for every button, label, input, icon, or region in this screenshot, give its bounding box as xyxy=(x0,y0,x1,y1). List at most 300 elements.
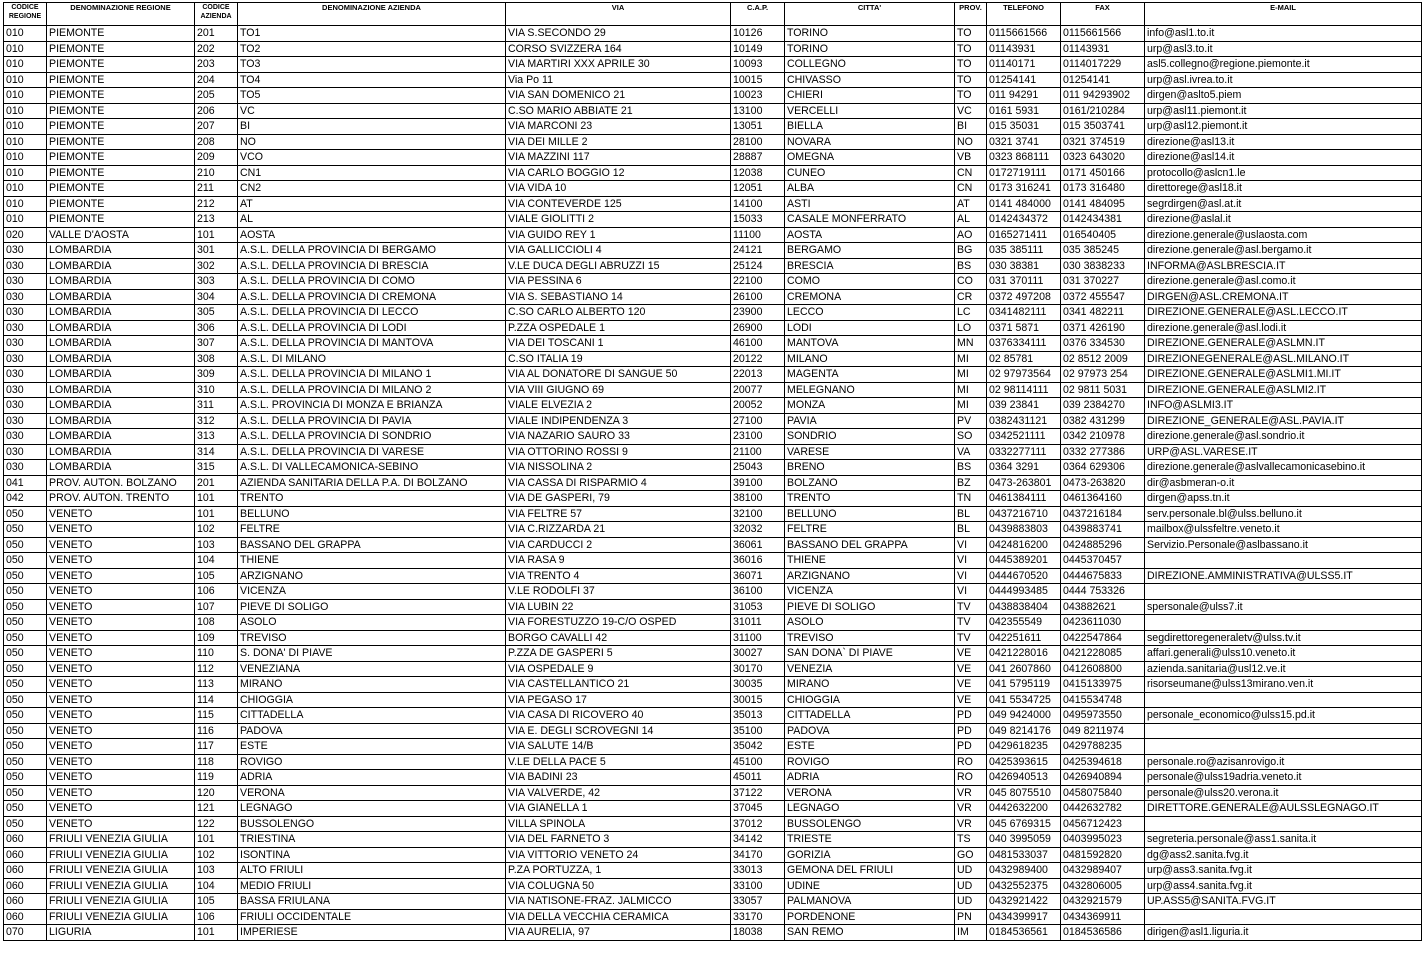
cell-cap: 45100 xyxy=(731,754,785,770)
cell-email: INFO@ASLMI3.IT xyxy=(1145,398,1422,414)
cell-fax: 0444 753326 xyxy=(1061,584,1145,600)
cell-telefono: 0142434372 xyxy=(987,212,1061,228)
cell-fax: 031 370227 xyxy=(1061,274,1145,290)
cell-denominazione-azienda: IMPERIESE xyxy=(238,925,506,941)
cell-codice-regione: 020 xyxy=(4,227,47,243)
cell-codice-regione: 041 xyxy=(4,475,47,491)
cell-telefono: 045 6769315 xyxy=(987,816,1061,832)
cell-telefono: 030 38381 xyxy=(987,258,1061,274)
cell-codice-azienda: 118 xyxy=(195,754,238,770)
cell-citta: BUSSOLENGO xyxy=(785,816,955,832)
cell-codice-regione: 050 xyxy=(4,553,47,569)
cell-codice-regione: 030 xyxy=(4,398,47,414)
cell-fax: 049 8211974 xyxy=(1061,723,1145,739)
cell-email: dirigen@asl1.liguria.it xyxy=(1145,925,1422,941)
cell-denominazione-regione: PIEMONTE xyxy=(47,103,195,119)
cell-codice-azienda: 314 xyxy=(195,444,238,460)
cell-via: VIA BADINI 23 xyxy=(506,770,731,786)
cell-prov: TO xyxy=(955,26,987,42)
cell-prov: LC xyxy=(955,305,987,321)
cell-prov: IM xyxy=(955,925,987,941)
cell-codice-azienda: 104 xyxy=(195,553,238,569)
cell-cap: 46100 xyxy=(731,336,785,352)
cell-telefono: 02 97973564 xyxy=(987,367,1061,383)
cell-telefono: 0429618235 xyxy=(987,739,1061,755)
cell-codice-azienda: 110 xyxy=(195,646,238,662)
table-row xyxy=(4,677,1422,693)
cell-email: personale.ro@azisanrovigo.it xyxy=(1145,754,1422,770)
cell-cap: 14100 xyxy=(731,196,785,212)
table-row xyxy=(4,41,1422,57)
cell-codice-azienda: 206 xyxy=(195,103,238,119)
cell-telefono: 039 23841 xyxy=(987,398,1061,414)
cell-fax: 0173 316480 xyxy=(1061,181,1145,197)
cell-denominazione-regione: PIEMONTE xyxy=(47,88,195,104)
cell-denominazione-regione: FRIULI VENEZIA GIULIA xyxy=(47,909,195,925)
header-via: VIA xyxy=(506,3,731,26)
cell-email: DIREZIONE.GENERALE@ASLMI1.MI.IT xyxy=(1145,367,1422,383)
cell-prov: VI xyxy=(955,537,987,553)
cell-codice-regione: 050 xyxy=(4,754,47,770)
cell-prov: TV xyxy=(955,630,987,646)
cell-via: VIA NISSOLINA 2 xyxy=(506,460,731,476)
cell-email: urp@ass4.sanita.fvg.it xyxy=(1145,878,1422,894)
cell-denominazione-azienda: VICENZA xyxy=(238,584,506,600)
cell-denominazione-regione: VENETO xyxy=(47,630,195,646)
cell-codice-regione: 010 xyxy=(4,57,47,73)
cell-prov: VE xyxy=(955,646,987,662)
cell-citta: VERCELLI xyxy=(785,103,955,119)
cell-via: C.SO MARIO ABBIATE 21 xyxy=(506,103,731,119)
cell-codice-regione: 010 xyxy=(4,119,47,135)
cell-telefono: 0445389201 xyxy=(987,553,1061,569)
cell-citta: NOVARA xyxy=(785,134,955,150)
cell-telefono: 0432552375 xyxy=(987,878,1061,894)
cell-cap: 33013 xyxy=(731,863,785,879)
cell-codice-regione: 010 xyxy=(4,103,47,119)
cell-codice-azienda: 208 xyxy=(195,134,238,150)
cell-codice-regione: 060 xyxy=(4,878,47,894)
cell-cap: 13100 xyxy=(731,103,785,119)
cell-email: info@asl1.to.it xyxy=(1145,26,1422,42)
cell-telefono: 0372 497208 xyxy=(987,289,1061,305)
cell-cap: 37122 xyxy=(731,785,785,801)
cell-cap: 20077 xyxy=(731,382,785,398)
cell-denominazione-azienda: ESTE xyxy=(238,739,506,755)
cell-prov: VR xyxy=(955,816,987,832)
cell-fax: 0425394618 xyxy=(1061,754,1145,770)
cell-via: VIA CONTEVERDE 125 xyxy=(506,196,731,212)
cell-cap: 12051 xyxy=(731,181,785,197)
cell-email: direzione@asl13.it xyxy=(1145,134,1422,150)
cell-prov: PD xyxy=(955,723,987,739)
cell-citta: BASSANO DEL GRAPPA xyxy=(785,537,955,553)
cell-prov: BG xyxy=(955,243,987,259)
cell-via: VIA VIDA 10 xyxy=(506,181,731,197)
cell-denominazione-regione: LOMBARDIA xyxy=(47,351,195,367)
cell-via: BORGO CAVALLI 42 xyxy=(506,630,731,646)
cell-codice-regione: 030 xyxy=(4,243,47,259)
cell-telefono: 040 3995059 xyxy=(987,832,1061,848)
cell-fax: 0456712423 xyxy=(1061,816,1145,832)
cell-email: spersonale@ulss7.it xyxy=(1145,599,1422,615)
cell-telefono: 01140171 xyxy=(987,57,1061,73)
cell-citta: CREMONA xyxy=(785,289,955,305)
cell-fax: 0364 629306 xyxy=(1061,460,1145,476)
cell-codice-regione: 042 xyxy=(4,491,47,507)
cell-cap: 23900 xyxy=(731,305,785,321)
table-row xyxy=(4,661,1422,677)
cell-codice-regione: 030 xyxy=(4,382,47,398)
cell-telefono: 031 370111 xyxy=(987,274,1061,290)
table-row xyxy=(4,212,1422,228)
cell-cap: 11100 xyxy=(731,227,785,243)
cell-codice-regione: 050 xyxy=(4,770,47,786)
cell-codice-regione: 010 xyxy=(4,181,47,197)
cell-cap: 30035 xyxy=(731,677,785,693)
cell-email: direzione@aslal.it xyxy=(1145,212,1422,228)
cell-cap: 34170 xyxy=(731,847,785,863)
cell-codice-regione: 050 xyxy=(4,677,47,693)
table-row xyxy=(4,413,1422,429)
cell-prov: PN xyxy=(955,909,987,925)
cell-prov: VI xyxy=(955,568,987,584)
cell-prov: MN xyxy=(955,336,987,352)
cell-cap: 30027 xyxy=(731,646,785,662)
cell-via: VIA RASA 9 xyxy=(506,553,731,569)
cell-denominazione-regione: VENETO xyxy=(47,785,195,801)
cell-codice-regione: 050 xyxy=(4,723,47,739)
cell-fax: 0141 484095 xyxy=(1061,196,1145,212)
cell-denominazione-regione: LOMBARDIA xyxy=(47,258,195,274)
cell-prov: VA xyxy=(955,444,987,460)
cell-denominazione-azienda: TO3 xyxy=(238,57,506,73)
header-row xyxy=(4,3,1422,26)
cell-denominazione-regione: PIEMONTE xyxy=(47,165,195,181)
cell-denominazione-regione: VENETO xyxy=(47,692,195,708)
cell-fax: 0442632782 xyxy=(1061,801,1145,817)
cell-via: VIA MARCONI 23 xyxy=(506,119,731,135)
cell-codice-azienda: 306 xyxy=(195,320,238,336)
cell-email: direzione.generale@asl.sondrio.it xyxy=(1145,429,1422,445)
cell-denominazione-regione: LOMBARDIA xyxy=(47,305,195,321)
cell-denominazione-azienda: A.S.L. DELLA PROVINCIA DI LODI xyxy=(238,320,506,336)
cell-denominazione-azienda: A.S.L. DELLA PROVINCIA DI PAVIA xyxy=(238,413,506,429)
cell-denominazione-regione: PIEMONTE xyxy=(47,196,195,212)
cell-fax: 0426940894 xyxy=(1061,770,1145,786)
cell-codice-regione: 050 xyxy=(4,692,47,708)
cell-prov: VR xyxy=(955,785,987,801)
cell-codice-azienda: 101 xyxy=(195,227,238,243)
cell-via: VIA NAZARIO SAURO 33 xyxy=(506,429,731,445)
cell-via: VIALE ELVEZIA 2 xyxy=(506,398,731,414)
table-row xyxy=(4,832,1422,848)
cell-cap: 27100 xyxy=(731,413,785,429)
cell-denominazione-regione: LOMBARDIA xyxy=(47,413,195,429)
cell-citta: CASALE MONFERRATO xyxy=(785,212,955,228)
table-row xyxy=(4,336,1422,352)
cell-denominazione-regione: PIEMONTE xyxy=(47,134,195,150)
cell-codice-azienda: 103 xyxy=(195,863,238,879)
cell-denominazione-azienda: MEDIO FRIULI xyxy=(238,878,506,894)
cell-denominazione-azienda: A.S.L. DELLA PROVINCIA DI MILANO 1 xyxy=(238,367,506,383)
header-codice-azienda: CODICE AZIENDA xyxy=(195,3,238,26)
cell-codice-regione: 030 xyxy=(4,320,47,336)
cell-fax: 0115661566 xyxy=(1061,26,1145,42)
cell-denominazione-regione: PIEMONTE xyxy=(47,119,195,135)
cell-email: urp@ass3.sanita.fvg.it xyxy=(1145,863,1422,879)
cell-denominazione-azienda: A.S.L. DELLA PROVINCIA DI SONDRIO xyxy=(238,429,506,445)
cell-denominazione-azienda: PIEVE DI SOLIGO xyxy=(238,599,506,615)
table-row xyxy=(4,754,1422,770)
table-row xyxy=(4,196,1422,212)
cell-prov: NO xyxy=(955,134,987,150)
cell-telefono: 0323 868111 xyxy=(987,150,1061,166)
cell-denominazione-regione: VENETO xyxy=(47,584,195,600)
cell-codice-azienda: 310 xyxy=(195,382,238,398)
cell-email: dg@ass2.sanita.fvg.it xyxy=(1145,847,1422,863)
cell-cap: 25043 xyxy=(731,460,785,476)
cell-prov: RO xyxy=(955,770,987,786)
cell-codice-regione: 070 xyxy=(4,925,47,941)
cell-denominazione-azienda: BUSSOLENGO xyxy=(238,816,506,832)
cell-email xyxy=(1145,739,1422,755)
cell-prov: RO xyxy=(955,754,987,770)
cell-prov: VE xyxy=(955,661,987,677)
cell-via: VIA MARTIRI XXX APRILE 30 xyxy=(506,57,731,73)
cell-denominazione-azienda: A.S.L. DELLA PROVINCIA DI CREMONA xyxy=(238,289,506,305)
cell-codice-regione: 050 xyxy=(4,785,47,801)
table-row xyxy=(4,88,1422,104)
cell-denominazione-regione: VENETO xyxy=(47,770,195,786)
cell-denominazione-regione: LOMBARDIA xyxy=(47,289,195,305)
cell-email: DIREZIONEGENERALE@ASL.MILANO.IT xyxy=(1145,351,1422,367)
cell-fax: 0432921579 xyxy=(1061,894,1145,910)
table-row xyxy=(4,367,1422,383)
table-row xyxy=(4,770,1422,786)
cell-citta: SONDRIO xyxy=(785,429,955,445)
cell-codice-azienda: 103 xyxy=(195,537,238,553)
cell-email: mailbox@ulssfeltre.veneto.it xyxy=(1145,522,1422,538)
cell-prov: PD xyxy=(955,739,987,755)
table-row xyxy=(4,553,1422,569)
cell-telefono: 0376334111 xyxy=(987,336,1061,352)
cell-telefono: 041 5795119 xyxy=(987,677,1061,693)
cell-via: C.SO ITALIA 19 xyxy=(506,351,731,367)
cell-codice-azienda: 211 xyxy=(195,181,238,197)
cell-cap: 10023 xyxy=(731,88,785,104)
table-row xyxy=(4,243,1422,259)
cell-denominazione-azienda: TRIESTINA xyxy=(238,832,506,848)
cell-email: urp@asl.ivrea.to.it xyxy=(1145,72,1422,88)
cell-codice-azienda: 201 xyxy=(195,475,238,491)
cell-fax: 0422547864 xyxy=(1061,630,1145,646)
cell-prov: SO xyxy=(955,429,987,445)
cell-denominazione-regione: VENETO xyxy=(47,801,195,817)
cell-denominazione-regione: LOMBARDIA xyxy=(47,444,195,460)
table-row xyxy=(4,863,1422,879)
cell-via: VIA PESSINA 6 xyxy=(506,274,731,290)
cell-denominazione-azienda: A.S.L. DELLA PROVINCIA DI LECCO xyxy=(238,305,506,321)
cell-codice-azienda: 311 xyxy=(195,398,238,414)
cell-via: VIA DELLA VECCHIA CERAMICA xyxy=(506,909,731,925)
cell-denominazione-regione: LIGURIA xyxy=(47,925,195,941)
cell-cap: 20052 xyxy=(731,398,785,414)
cell-telefono: 02 85781 xyxy=(987,351,1061,367)
cell-citta: THIENE xyxy=(785,553,955,569)
cell-denominazione-azienda: A.S.L. DELLA PROVINCIA DI BRESCIA xyxy=(238,258,506,274)
cell-cap: 28100 xyxy=(731,134,785,150)
cell-cap: 22100 xyxy=(731,274,785,290)
cell-email xyxy=(1145,723,1422,739)
cell-denominazione-azienda: A.S.L. DELLA PROVINCIA DI BERGAMO xyxy=(238,243,506,259)
cell-codice-azienda: 202 xyxy=(195,41,238,57)
cell-fax: 02 9811 5031 xyxy=(1061,382,1145,398)
cell-citta: ALBA xyxy=(785,181,955,197)
cell-codice-azienda: 122 xyxy=(195,816,238,832)
cell-prov: MI xyxy=(955,398,987,414)
cell-codice-azienda: 312 xyxy=(195,413,238,429)
cell-citta: COMO xyxy=(785,274,955,290)
cell-citta: ROVIGO xyxy=(785,754,955,770)
cell-telefono: 0184536561 xyxy=(987,925,1061,941)
cell-codice-azienda: 315 xyxy=(195,460,238,476)
cell-cap: 39100 xyxy=(731,475,785,491)
cell-telefono: 0461384111 xyxy=(987,491,1061,507)
cell-via: VIA FELTRE 57 xyxy=(506,506,731,522)
table-row xyxy=(4,382,1422,398)
cell-via: VIA MAZZINI 117 xyxy=(506,150,731,166)
cell-cap: 33057 xyxy=(731,894,785,910)
cell-telefono: 0141 484000 xyxy=(987,196,1061,212)
cell-codice-azienda: 101 xyxy=(195,925,238,941)
cell-codice-regione: 030 xyxy=(4,305,47,321)
cell-citta: VARESE xyxy=(785,444,955,460)
cell-codice-regione: 050 xyxy=(4,537,47,553)
cell-denominazione-regione: FRIULI VENEZIA GIULIA xyxy=(47,878,195,894)
cell-fax: 0161/210284 xyxy=(1061,103,1145,119)
cell-prov: UD xyxy=(955,894,987,910)
cell-denominazione-azienda: VC xyxy=(238,103,506,119)
cell-codice-azienda: 309 xyxy=(195,367,238,383)
cell-fax: 0421228085 xyxy=(1061,646,1145,662)
cell-telefono: 0424816200 xyxy=(987,537,1061,553)
cell-via: VIA OSPEDALE 9 xyxy=(506,661,731,677)
cell-telefono: 045 8075510 xyxy=(987,785,1061,801)
cell-denominazione-azienda: TO4 xyxy=(238,72,506,88)
cell-denominazione-regione: FRIULI VENEZIA GIULIA xyxy=(47,832,195,848)
cell-codice-azienda: 308 xyxy=(195,351,238,367)
cell-cap: 10093 xyxy=(731,57,785,73)
cell-fax: 01143931 xyxy=(1061,41,1145,57)
cell-email: urp@asl12.piemont.it xyxy=(1145,119,1422,135)
cell-denominazione-azienda: MIRANO xyxy=(238,677,506,693)
cell-denominazione-azienda: CN1 xyxy=(238,165,506,181)
cell-codice-azienda: 102 xyxy=(195,847,238,863)
cell-codice-azienda: 106 xyxy=(195,909,238,925)
table-row xyxy=(4,816,1422,832)
cell-citta: SAN REMO xyxy=(785,925,955,941)
table-row xyxy=(4,26,1422,42)
cell-cap: 33170 xyxy=(731,909,785,925)
cell-codice-regione: 030 xyxy=(4,413,47,429)
cell-telefono: 015 35031 xyxy=(987,119,1061,135)
cell-denominazione-azienda: ADRIA xyxy=(238,770,506,786)
cell-codice-regione: 060 xyxy=(4,894,47,910)
cell-prov: BL xyxy=(955,506,987,522)
cell-denominazione-regione: VENETO xyxy=(47,646,195,662)
table-row xyxy=(4,615,1422,631)
cell-codice-azienda: 302 xyxy=(195,258,238,274)
table-row xyxy=(4,351,1422,367)
table-row xyxy=(4,584,1422,600)
cell-prov: AL xyxy=(955,212,987,228)
cell-via: VIA CARLO BOGGIO 12 xyxy=(506,165,731,181)
cell-via: VIA GIANELLA 1 xyxy=(506,801,731,817)
cell-codice-regione: 030 xyxy=(4,367,47,383)
cell-denominazione-azienda: TO5 xyxy=(238,88,506,104)
cell-codice-regione: 050 xyxy=(4,816,47,832)
cell-codice-azienda: 203 xyxy=(195,57,238,73)
cell-email: urp@asl3.to.it xyxy=(1145,41,1422,57)
cell-fax: 0481592820 xyxy=(1061,847,1145,863)
cell-denominazione-azienda: BI xyxy=(238,119,506,135)
cell-email: DIREZIONE_GENERALE@ASL.PAVIA.IT xyxy=(1145,413,1422,429)
cell-fax: 0323 643020 xyxy=(1061,150,1145,166)
cell-via: V.LE DELLA PACE 5 xyxy=(506,754,731,770)
cell-via: VIA OTTORINO ROSSI 9 xyxy=(506,444,731,460)
cell-fax: 0332 277386 xyxy=(1061,444,1145,460)
cell-prov: BL xyxy=(955,522,987,538)
cell-telefono: 035 385111 xyxy=(987,243,1061,259)
cell-citta: PIEVE DI SOLIGO xyxy=(785,599,955,615)
cell-cap: 25124 xyxy=(731,258,785,274)
cell-prov: MI xyxy=(955,382,987,398)
cell-denominazione-azienda: VCO xyxy=(238,150,506,166)
cell-telefono: 01254141 xyxy=(987,72,1061,88)
table-row xyxy=(4,739,1422,755)
table-row xyxy=(4,165,1422,181)
table-header xyxy=(4,3,1422,26)
header-denominazione-regione: DENOMINAZIONE REGIONE xyxy=(47,3,195,26)
table-row xyxy=(4,119,1422,135)
cell-codice-azienda: 101 xyxy=(195,832,238,848)
cell-prov: VB xyxy=(955,150,987,166)
cell-telefono: 0442632200 xyxy=(987,801,1061,817)
cell-codice-regione: 010 xyxy=(4,212,47,228)
cell-via: VIA CASA DI RICOVERO 40 xyxy=(506,708,731,724)
cell-codice-regione: 010 xyxy=(4,165,47,181)
cell-via: P.ZA PORTUZZA, 1 xyxy=(506,863,731,879)
cell-fax: 0432806005 xyxy=(1061,878,1145,894)
cell-email: personale_economico@ulss15.pd.it xyxy=(1145,708,1422,724)
cell-email: direzione.generale@asl.como.it xyxy=(1145,274,1422,290)
cell-denominazione-regione: VENETO xyxy=(47,677,195,693)
cell-denominazione-azienda: A.S.L. PROVINCIA DI MONZA E BRIANZA xyxy=(238,398,506,414)
cell-telefono: 0172719111 xyxy=(987,165,1061,181)
cell-fax: 0341 482211 xyxy=(1061,305,1145,321)
table-row xyxy=(4,909,1422,925)
cell-telefono: 0321 3741 xyxy=(987,134,1061,150)
cell-telefono: 0473-263801 xyxy=(987,475,1061,491)
cell-codice-azienda: 305 xyxy=(195,305,238,321)
cell-denominazione-azienda: A.S.L. DELLA PROVINCIA DI COMO xyxy=(238,274,506,290)
cell-codice-azienda: 101 xyxy=(195,506,238,522)
cell-denominazione-regione: LOMBARDIA xyxy=(47,336,195,352)
cell-email: direzione@asl14.it xyxy=(1145,150,1422,166)
header-codice-regione: CODICE REGIONE xyxy=(4,3,47,26)
cell-email: personale@ulss19adria.veneto.it xyxy=(1145,770,1422,786)
